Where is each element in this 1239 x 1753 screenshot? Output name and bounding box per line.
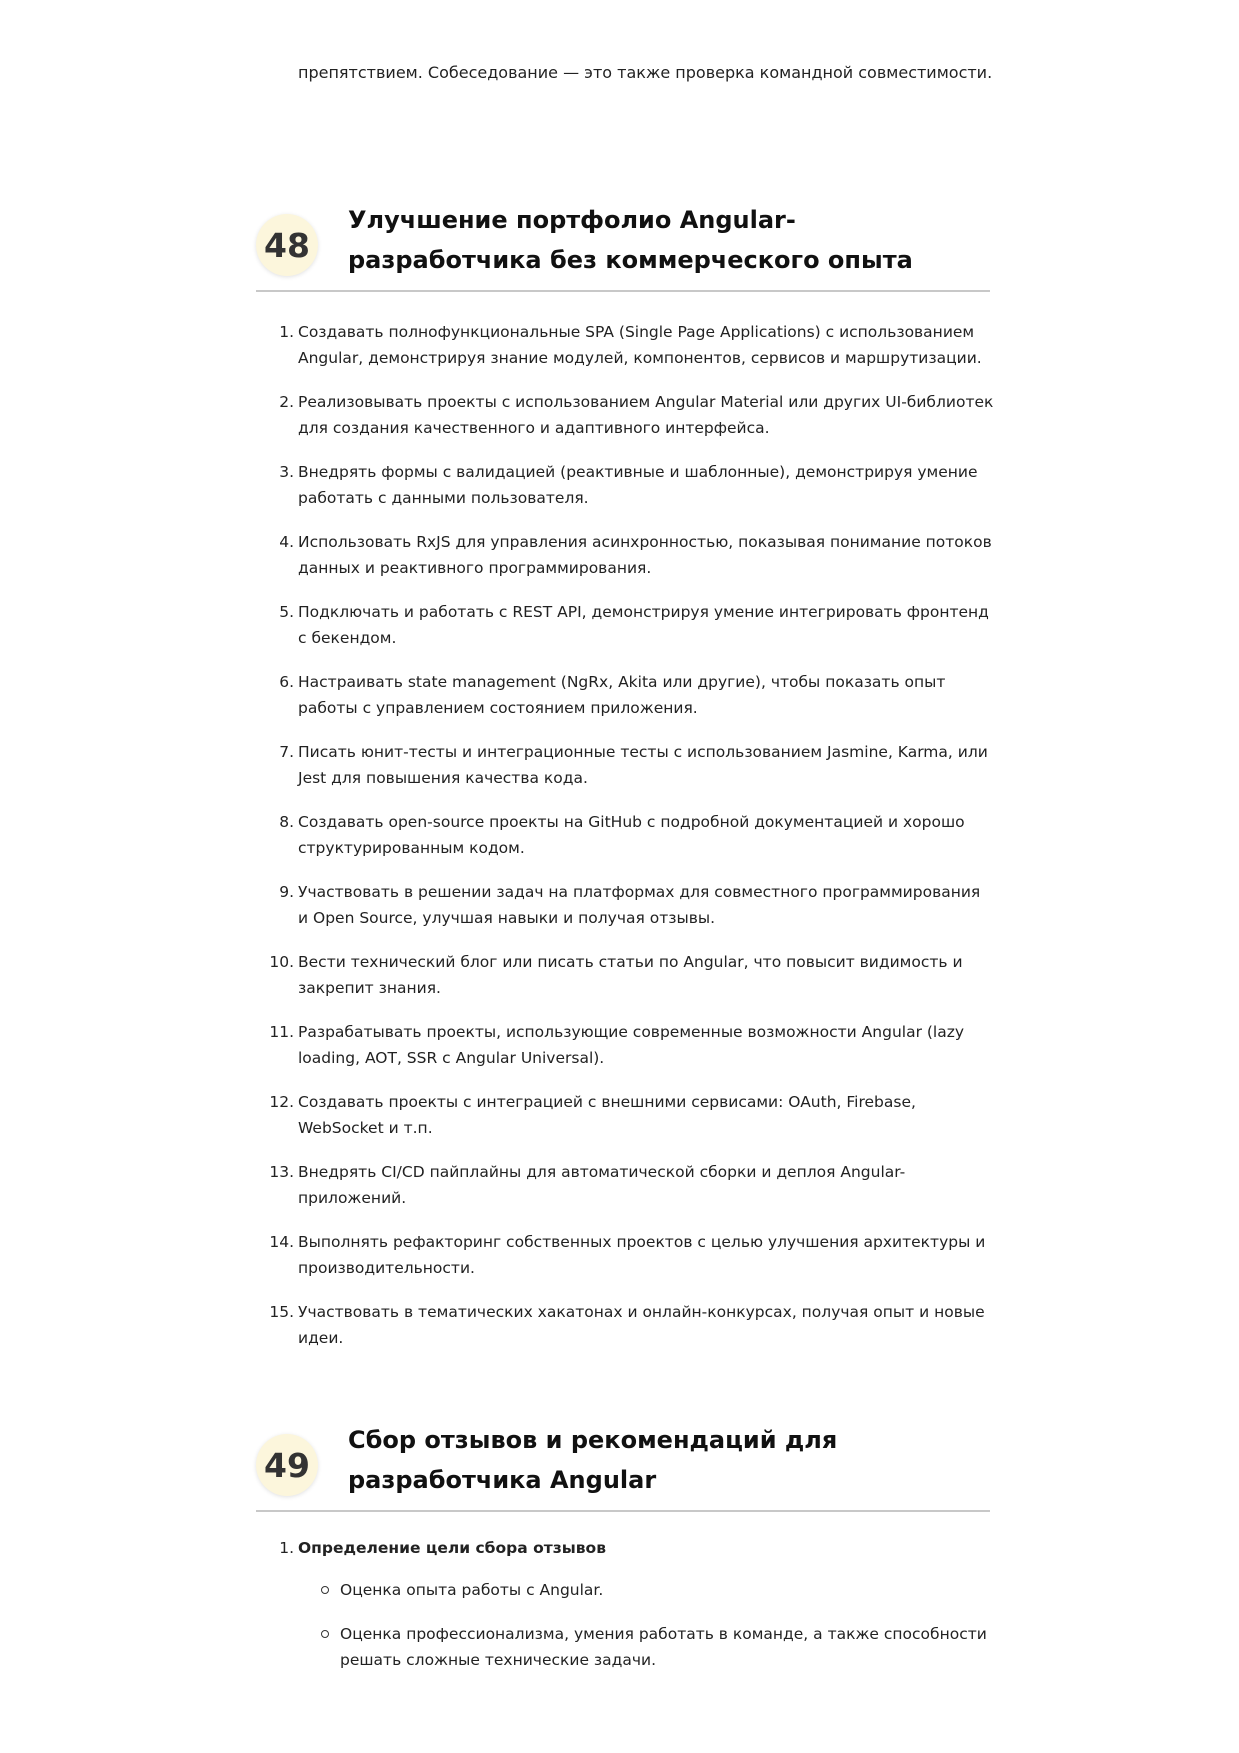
sub-list xyxy=(298,1577,994,1673)
intro-paragraph: препятствием. Собеседование — это также проверка командной совместимости. xyxy=(298,63,993,82)
list-item-text: Использовать RxJS для управления асинхронностью, показывая понимание потоков данных и реактивного программирования. xyxy=(298,533,992,577)
list-item xyxy=(279,739,994,791)
list-item-text: Реализовывать проекты с использованием Angular Material или других UI-библиотек для создания качественного и адаптивного интерфейса. xyxy=(298,393,994,437)
list-item-text: Внедрять CI/CD пайплайны для автоматической сборки и деплоя Angular-приложений. xyxy=(298,1163,906,1207)
list-item-text: Создавать проекты с интеграцией с внешними сервисами: OAuth, Firebase, WebSocket и т.п. xyxy=(298,1093,916,1137)
sub-list-item-text: Оценка профессионализма, умения работать в команде, а также способности решать сложные технические задачи. xyxy=(340,1625,987,1669)
list-item-number: 7. xyxy=(279,743,294,761)
list-item xyxy=(279,529,994,581)
sub-list-item xyxy=(340,1577,994,1603)
list-item-number: 15. xyxy=(269,1303,294,1321)
list-item-number: 13. xyxy=(269,1163,294,1181)
sub-list-item xyxy=(340,1621,994,1673)
list-item xyxy=(279,669,994,721)
list-item-number: 3. xyxy=(279,463,294,481)
list-item xyxy=(279,1535,994,1673)
list-item-text: Создавать полнофункциональные SPA (Single Page Applications) с использованием Angular, демонстрируя знание модулей, компонентов, сервисов и маршрутизации. xyxy=(298,323,982,367)
list-item xyxy=(269,949,994,1001)
list-item-number: 1. xyxy=(279,323,294,341)
circle-bullet-icon xyxy=(321,1586,329,1594)
section-49-header xyxy=(256,1420,990,1512)
list-item-text: Выполнять рефакторинг собственных проектов с целью улучшения архитектуры и производительности. xyxy=(298,1233,986,1277)
section-title: Сбор отзывов и рекомендаций для разработчика Angular xyxy=(348,1426,838,1494)
list-item-text: Участвовать в решении задач на платформах для совместного программирования и Open Source, улучшая навыки и получая отзывы. xyxy=(298,883,981,927)
list-item-text: Писать юнит-тесты и интеграционные тесты с использованием Jasmine, Karma, или Jest для повышения качества кода. xyxy=(298,743,988,787)
list-item-text: Настраивать state management (NgRx, Akita или другие), чтобы показать опыт работы с управлением состоянием приложения. xyxy=(298,673,946,717)
list-item xyxy=(269,1299,994,1351)
list-item-text: Внедрять формы с валидацией (реактивные и шаблонные), демонстрируя умение работать с данными пользователя. xyxy=(298,463,978,507)
feedback-steps-list xyxy=(279,1535,994,1691)
list-item-text: Участвовать в тематических хакатонах и онлайн-конкурсах, получая опыт и новые идеи. xyxy=(298,1303,985,1347)
list-item-number: 5. xyxy=(279,603,294,621)
list-item-number: 8. xyxy=(279,813,294,831)
list-item xyxy=(269,1159,994,1211)
list-item xyxy=(279,319,994,371)
list-item xyxy=(279,879,994,931)
list-item-title: Определение цели сбора отзывов xyxy=(298,1539,607,1557)
list-item xyxy=(279,809,994,861)
list-item-number: 2. xyxy=(279,393,294,411)
list-item-text: Создавать open-source проекты на GitHub с подробной документацией и хорошо структурированным кодом. xyxy=(298,813,965,857)
list-item-text: Подключать и работать с REST API, демонстрируя умение интегрировать фронтенд с бекендом. xyxy=(298,603,989,647)
sub-list-item-text: Оценка опыта работы с Angular. xyxy=(340,1581,604,1599)
list-item xyxy=(279,389,994,441)
circle-bullet-icon xyxy=(321,1630,329,1638)
list-item-text: Вести технический блог или писать статьи по Angular, что повысит видимость и закрепит знания. xyxy=(298,953,963,997)
list-item-number: 1. xyxy=(279,1539,294,1557)
list-item-number: 12. xyxy=(269,1093,294,1111)
list-item-text: Разрабатывать проекты, использующие современные возможности Angular (lazy loading, AOT, SSR с Angular Universal). xyxy=(298,1023,965,1067)
list-item xyxy=(269,1089,994,1141)
list-item xyxy=(279,599,994,651)
section-title: Улучшение портфолио Angular-разработчика без коммерческого опыта xyxy=(348,206,913,274)
list-item-number: 11. xyxy=(269,1023,294,1041)
section-number-badge: 48 xyxy=(256,214,318,276)
list-item-number: 4. xyxy=(279,533,294,551)
list-item-number: 14. xyxy=(269,1233,294,1251)
portfolio-tips-list xyxy=(269,319,994,1369)
section-48-header xyxy=(256,200,990,292)
list-item xyxy=(279,459,994,511)
list-item xyxy=(269,1229,994,1281)
section-number-badge: 49 xyxy=(256,1434,318,1496)
list-item-number: 9. xyxy=(279,883,294,901)
list-item xyxy=(269,1019,994,1071)
list-item-number: 10. xyxy=(269,953,294,971)
list-item-number: 6. xyxy=(279,673,294,691)
